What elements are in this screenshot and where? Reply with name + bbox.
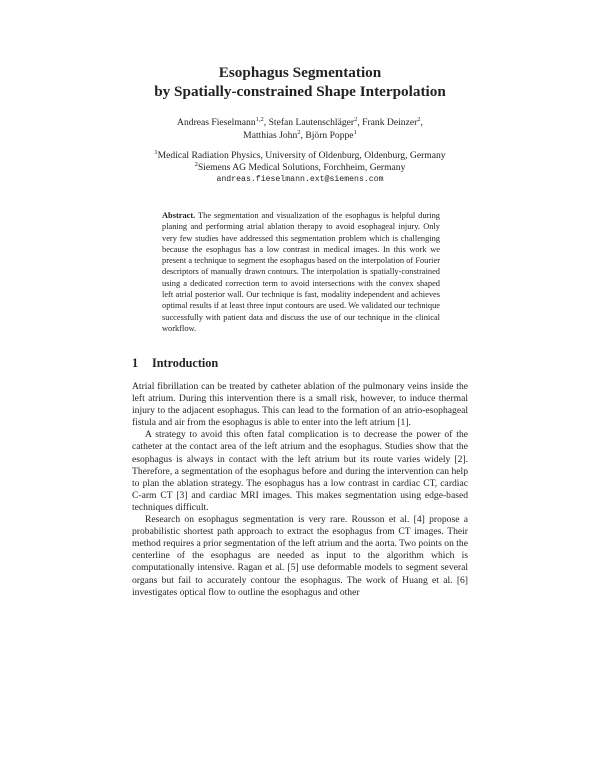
author-affiliation-mark: 1	[353, 128, 357, 136]
paragraph: Atrial fibrillation can be treated by catheter ablation of the pulmonary veins inside the left atrium. During this intervention there is a small risk, however, to induce thermal injury to the adjacent esophagus. This can lead to the formation of an atrio-esophageal fistula and air from the esophagus is able to enter into the left atrium [1].	[132, 381, 468, 429]
paragraph: A strategy to avoid this often fatal complication is to decrease the power of the catheter at the contact area of the left atrium and the esophagus. Studies show that the esophagus is always in contact with the left atrium but its route varies widely [2]. Therefore, a segmentation of the esophagus before and during the intervention can help to plan the ablation strategy. The esophagus has a low contrast in cardiac CT, cardiac C-arm CT [3] and cardiac MRI images. This makes segmentation using edge-based techniques difficult.	[132, 429, 468, 513]
author: Björn Poppe	[305, 130, 354, 141]
paragraph: Research on esophagus segmentation is very rare. Rousson et al. [4] propose a probabilistic shortest path approach to extract the esophagus from CT images. Their method requires a prior segmentation of the left atrium and the aorta. Two points on the centerline of the esophagus are needed as input to the algorithm which is computationally intensive. Ragan et al. [5] use deformable models to segment several organs but fail to accurately contour the esophagus. The work of Huang et al. [6] investigates optical flow to outline the esophagus and other	[132, 514, 468, 598]
section-heading	[132, 356, 218, 371]
section-number: 1	[132, 356, 139, 370]
author-affiliation-mark: 2	[354, 115, 358, 123]
authors-line-1	[0, 117, 600, 129]
abstract	[162, 210, 440, 334]
abstract-text: The segmentation and visualization of the esophagus is helpful during planing and performing atrial ablation therapy to avoid esophageal injury. Only very few studies have addressed this segmentation problem which is challenging because the esophagus has a low contrast in medical images. In this work we present a technique to segment the esophagus based on the interpolation of Fourier descriptors of manually drawn contours. The interpolation is spatially-constrained using a dedicated correction term to avoid intersections with the convex shaped left atrial posterior wall. Our technique is fast, modality independent and achieves optimal results if at least three input contours are used. We validated our technique successfully with patient data and discuss the use of our technique in the clinical workflow.	[162, 211, 440, 333]
affiliation-mark: 1	[154, 148, 158, 156]
abstract-heading: Abstract.	[162, 211, 196, 220]
author: Andreas Fieselmann	[177, 117, 256, 128]
author-separator: ,	[420, 117, 423, 128]
paper-title-line-2: by Spatially-constrained Shape Interpolation	[154, 83, 446, 100]
author: Stefan Lautenschläger	[268, 117, 355, 128]
author-separator: ,	[263, 117, 269, 128]
author-separator: ,	[300, 130, 306, 141]
affiliation-mark: 2	[194, 160, 198, 168]
authors-line-2	[0, 130, 600, 142]
paper-title-line-1: Esophagus Segmentation	[218, 64, 382, 81]
author-affiliation-mark: 1,2	[255, 115, 264, 123]
author: Frank Deinzer	[362, 117, 418, 128]
affiliation-text: Siemens AG Medical Solutions, Forchheim, Germany	[197, 162, 406, 173]
affiliation-1	[0, 150, 600, 162]
affiliation-text: Medical Radiation Physics, University of Oldenburg, Oldenburg, Germany	[157, 150, 446, 161]
author: Matthias John	[243, 130, 298, 141]
author-email[interactable]: andreas.fieselmann.ext@siemens.com	[216, 175, 384, 184]
author-separator: ,	[357, 117, 363, 128]
affiliation-2	[0, 162, 600, 174]
author-affiliation-mark: 2	[297, 128, 301, 136]
author-affiliation-mark: 2	[417, 115, 421, 123]
section-body	[132, 381, 468, 599]
section-title: Introduction	[152, 356, 219, 370]
